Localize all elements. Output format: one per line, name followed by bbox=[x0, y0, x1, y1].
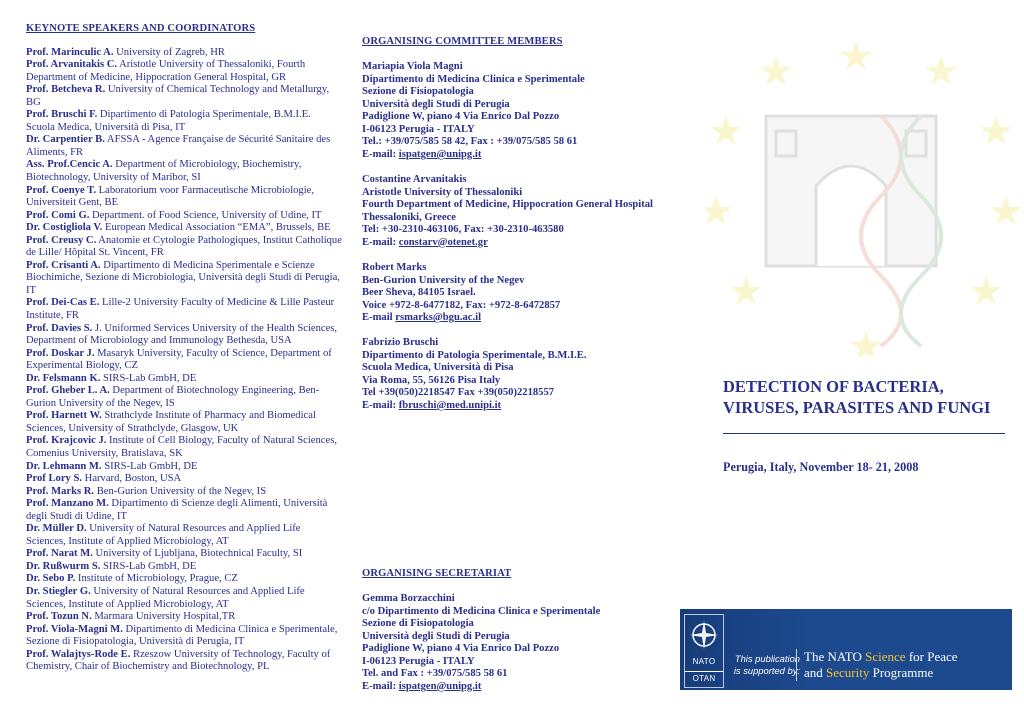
programme-text: for Peace bbox=[905, 649, 958, 664]
programme-text: and bbox=[804, 665, 827, 680]
cover-column bbox=[680, 0, 1024, 724]
speaker-entry bbox=[26, 649, 342, 674]
title-divider bbox=[723, 433, 1005, 434]
contact-line: Università degli Studi di Perugia bbox=[362, 98, 510, 110]
speaker-name: Prof. Arvanitakis C. bbox=[26, 59, 118, 71]
speaker-name: Prof. Betcheva R. bbox=[26, 84, 106, 96]
speaker-affiliation: Lille-2 University Faculty of Medicine & Lille Pasteur Institute, FR bbox=[26, 297, 335, 321]
speaker-affiliation: Dipartimento di Scienze degli Alimenti, Università degli Studi di Udine, IT bbox=[26, 498, 328, 522]
nato-compass-star-icon bbox=[689, 620, 719, 650]
programme-accent-security: Security bbox=[826, 665, 870, 680]
contact-line: Thessaloniki, Greece bbox=[362, 211, 456, 223]
speaker-entry bbox=[26, 47, 342, 60]
contact-line: Scuola Medica, Università di Pisa bbox=[362, 362, 514, 374]
speaker-name: Prof. Krajcovic J. bbox=[26, 435, 107, 447]
speaker-name: Prof. Comi G. bbox=[26, 209, 90, 221]
speaker-affiliation: Marmara University Hospital,TR bbox=[91, 611, 236, 623]
contact-line: Voice +972-8-6477182, Fax: +972-8-6472857 bbox=[362, 299, 561, 311]
email-row bbox=[362, 149, 662, 162]
speaker-name: Prof. Marinculic A. bbox=[26, 46, 114, 58]
email-link[interactable]: ispatgen@unipg.it bbox=[398, 148, 482, 160]
speaker-affiliation: University of Zagreb, HR bbox=[113, 46, 225, 58]
speaker-name: Prof. Viola-Magni M. bbox=[26, 623, 123, 635]
speaker-affiliation: University of Natural Resources and Applied Life Sciences, Institute of Applied Microbiology, AT bbox=[26, 586, 305, 610]
arch-building-graphic bbox=[766, 116, 936, 266]
email-label: E-mail: bbox=[362, 680, 399, 692]
email-row bbox=[362, 681, 662, 694]
email-label: E-mail: bbox=[362, 399, 399, 411]
speaker-entry bbox=[26, 385, 342, 410]
speaker-name: Dr. Carpentier B. bbox=[26, 134, 105, 146]
contact-line: c/o Dipartimento di Medicina Clinica e Sperimentale bbox=[362, 605, 601, 617]
speaker-affiliation: Masaryk University, Faculty of Science, Department of Experimental Biology, CZ bbox=[26, 347, 332, 372]
email-link[interactable]: constarv@otenet.gr bbox=[398, 236, 488, 248]
speaker-entry bbox=[26, 486, 342, 499]
speaker-name: Prof. Dei-Cas E. bbox=[26, 297, 100, 309]
email-link[interactable]: rsmarks@bgu.ac.il bbox=[395, 312, 482, 324]
decorative-background-illustration bbox=[706, 36, 1024, 356]
contact-line: Fabrizio Bruschi bbox=[362, 337, 439, 348]
contact-line: Fourth Department of Medicine, Hippocration General Hospital bbox=[362, 199, 654, 211]
contact-line: Via Roma, 55, 56126 Pisa Italy bbox=[362, 374, 501, 386]
supported-line: This publication bbox=[734, 653, 800, 664]
speaker-entry bbox=[26, 297, 342, 322]
speaker-name: Dr. Rußwurm S. bbox=[26, 560, 101, 572]
speaker-entry bbox=[26, 373, 342, 386]
speaker-entry bbox=[26, 523, 342, 548]
committee-section-title: ORGANISING COMMITTEE MEMBERS bbox=[362, 36, 563, 47]
speaker-entry bbox=[26, 348, 342, 373]
speaker-affiliation: Ben-Gurion University of the Negev, IS bbox=[94, 485, 267, 497]
speaker-entry bbox=[26, 561, 342, 574]
email-label: E-mail bbox=[362, 312, 396, 324]
speaker-entry bbox=[26, 210, 342, 223]
committee-member-marks bbox=[362, 262, 662, 325]
secretariat-section-title: ORGANISING SECRETARIAT bbox=[362, 568, 512, 579]
speaker-affiliation: Dipartimento di Medicina Sperimentale e Scienze Biochimiche, Sezione di Microbiologia, Università degli Studi di Perugia, IT bbox=[26, 259, 340, 296]
speaker-entry bbox=[26, 159, 342, 184]
speaker-affiliation: SIRS-Lab GmbH, DE bbox=[100, 560, 197, 572]
speaker-affiliation: European Medical Association “EMA”, Brussels, BE bbox=[102, 222, 331, 234]
speaker-affiliation: University of Natural Resources and Applied Life Sciences, Institute of Applied Microbiology, AT bbox=[26, 523, 301, 547]
speaker-affiliation: Laboratorium voor Farmaceutische Microbiologie, Universiteit Gent, BE bbox=[26, 184, 315, 209]
speaker-affiliation: Dipartimento di Medicina Clinica e Sperimentale, Sezione di Fisiopatologia, Università di Perugia, IT bbox=[26, 623, 338, 648]
event-title-line: VIRUSES, PARASITES AND FUNGI bbox=[723, 398, 991, 417]
speaker-name: Prof. Gheber L. A. bbox=[26, 385, 110, 397]
speaker-affiliation: University of Chemical Technology and Metallurgy, BG bbox=[26, 84, 330, 108]
email-link[interactable]: fbruschi@med.unipi.it bbox=[398, 399, 502, 411]
speaker-entry bbox=[26, 611, 342, 624]
contact-line: Dipartimento di Patologia Sperimentale, B.M.I.E. bbox=[362, 349, 587, 361]
speaker-name: Dr. Lehmann M. bbox=[26, 460, 102, 472]
speaker-entry bbox=[26, 84, 342, 109]
contact-line: I-06123 Perugia - ITALY bbox=[362, 655, 475, 667]
speaker-entry bbox=[26, 109, 342, 134]
nato-logo bbox=[684, 614, 724, 688]
speaker-name: Ass. Prof.Cencic A. bbox=[26, 159, 113, 171]
nato-label: NATO bbox=[692, 657, 716, 666]
speaker-entry bbox=[26, 498, 342, 523]
speaker-name: Prof. Bruschi F. bbox=[26, 109, 98, 121]
contact-line: Tel.: +39/075/585 58 42, Fax : +39/075/585 58 61 bbox=[362, 136, 578, 148]
programme-text: Programme bbox=[869, 665, 934, 680]
speaker-affiliation: Aristotle University of Thessaloniki, Fourth Department of Medicine, Hippocration General Hospital, GR bbox=[26, 59, 306, 83]
otan-label: OTAN bbox=[685, 671, 723, 683]
programme-name bbox=[804, 649, 1009, 681]
speaker-affiliation: SIRS-Lab GmbH, DE bbox=[101, 460, 198, 472]
contact-line: Tel +39(050)2218547 Fax +39(050)2218557 bbox=[362, 387, 555, 399]
speaker-name: Prof. Manzano M. bbox=[26, 498, 109, 510]
email-label: E-mail: bbox=[362, 148, 399, 160]
contact-line: Robert Marks bbox=[362, 262, 427, 273]
speaker-affiliation: J. Uniformed Services University of the Health Sciences, Department of Microbiology and Immunology Bethesda, USA bbox=[26, 322, 338, 347]
speaker-affiliation: SIRS-Lab GmbH, DE bbox=[100, 372, 197, 384]
committee-member-magni bbox=[362, 61, 662, 161]
speaker-entry bbox=[26, 260, 342, 298]
speaker-entry bbox=[26, 548, 342, 561]
contact-line: I-06123 Perugia - ITALY bbox=[362, 123, 475, 135]
speaker-entry bbox=[26, 59, 342, 84]
speaker-entry bbox=[26, 461, 342, 474]
speaker-affiliation: Strathclyde Institute of Pharmacy and Biomedical Sciences, University of Strathclyde, Glasgow, UK bbox=[26, 410, 316, 434]
speaker-affiliation: Institute of Microbiology, Prague, CZ bbox=[75, 573, 238, 585]
contact-line: Tel: +30-2310-463106, Fax: +30-2310-463580 bbox=[362, 224, 564, 236]
contact-line: Sezione di Fisiopatologia bbox=[362, 86, 474, 98]
banner-divider bbox=[796, 649, 797, 681]
speaker-entry bbox=[26, 185, 342, 210]
contact-line: Aristotle University of Thessaloniki bbox=[362, 186, 523, 198]
contact-line: Gemma Borzacchini bbox=[362, 593, 455, 604]
speaker-name: Prof. Tozun N. bbox=[26, 611, 92, 623]
contact-line: Sezione di Fisiopatologia bbox=[362, 618, 474, 630]
speaker-entry bbox=[26, 134, 342, 159]
speaker-name: Prof. Harnett W. bbox=[26, 410, 102, 422]
speaker-entry bbox=[26, 473, 342, 486]
speaker-name: Dr. Stiegler G. bbox=[26, 586, 91, 598]
event-title-line: DETECTION OF BACTERIA, bbox=[723, 377, 944, 396]
speaker-name: Prof. Davies S. bbox=[26, 322, 93, 334]
email-row bbox=[362, 312, 662, 325]
event-date: Perugia, Italy, November 18- 21, 2008 bbox=[723, 460, 919, 474]
email-link[interactable]: ispatgen@unipg.it bbox=[398, 680, 482, 692]
speaker-affiliation: Department of Biotechnology Engineering, Ben-Gurion University of the Negev, IS bbox=[26, 385, 320, 409]
speaker-name: Prof. Coenye T. bbox=[26, 184, 97, 196]
speaker-affiliation: Institute of Cell Biology, Faculty of Natural Sciences, Comenius University, Bratislava, SK bbox=[26, 435, 337, 459]
speaker-affiliation: Harvard, Boston, USA bbox=[82, 473, 182, 485]
contact-line: Beer Sheva, 84105 Israel. bbox=[362, 287, 476, 299]
speaker-name: Prof. Marks R. bbox=[26, 485, 95, 497]
speaker-name: Prof. Walajtys-Rode E. bbox=[26, 648, 131, 660]
programme-accent-science: Science bbox=[865, 649, 906, 664]
speaker-name: Dr. Costigliola V. bbox=[26, 222, 103, 234]
speaker-name: Prof. Narat M. bbox=[26, 548, 93, 560]
speaker-affiliation: University of Ljubljana, Biotechnical Faculty, SI bbox=[92, 548, 303, 560]
contact-line: Università degli Studi di Perugia bbox=[362, 630, 510, 642]
speaker-affiliation: Rzeszow University of Technology, Faculty of Chemistry, Chair of Biochemistry and Biotechnology, PL bbox=[26, 648, 331, 673]
speaker-entry bbox=[26, 586, 342, 611]
speaker-entry bbox=[26, 410, 342, 435]
speaker-name: Dr. Felsmann K. bbox=[26, 372, 101, 384]
speaker-affiliation: AFSSA - Agence Française de Sécurité Sanitaire des Aliments, FR bbox=[26, 134, 331, 158]
speaker-entry bbox=[26, 222, 342, 235]
speaker-entry bbox=[26, 435, 342, 460]
committee-member-arvanitakis bbox=[362, 174, 662, 249]
speaker-entry bbox=[26, 235, 342, 260]
speaker-entry bbox=[26, 323, 342, 348]
speaker-affiliation: Department of Microbiology, Biochemistry, Biotechnology, University of Maribor, SI bbox=[26, 159, 302, 183]
nato-sps-banner bbox=[680, 609, 1012, 690]
speaker-name: Dr. Sebo P. bbox=[26, 573, 76, 585]
speaker-affiliation: Department. of Food Science, University of Udine, IT bbox=[89, 209, 322, 221]
speaker-affiliation: Anatomie et Cytologie Pathologiques, Institut Catholique de Lille/ Hôpital St. Vincent, FR bbox=[26, 234, 342, 259]
speaker-name: Prof. Doskar J. bbox=[26, 347, 95, 359]
email-row bbox=[362, 237, 662, 250]
supported-line: is supported by: bbox=[733, 665, 800, 676]
supported-by-text bbox=[732, 653, 800, 677]
email-label: E-mail: bbox=[362, 236, 399, 248]
speaker-entry bbox=[26, 624, 342, 649]
speaker-affiliation: Dipartimento di Patologia Sperimentale, B.M.I.E. Scuola Medica, Università di Pisa, IT bbox=[26, 109, 311, 133]
event-title bbox=[723, 376, 1023, 418]
secretariat-contact bbox=[362, 593, 662, 693]
contact-line: Mariapia Viola Magni bbox=[362, 61, 463, 72]
contact-line: Padiglione W, piano 4 Via Enrico Dal Pozzo bbox=[362, 111, 560, 123]
contact-line: Padiglione W, piano 4 Via Enrico Dal Pozzo bbox=[362, 643, 560, 655]
contact-line: Costantine Arvanitakis bbox=[362, 174, 467, 185]
contact-line: Tel. and Fax : +39/075/585 58 61 bbox=[362, 668, 508, 680]
email-row bbox=[362, 400, 662, 413]
speaker-name: Prof. Creusy C. bbox=[26, 234, 97, 246]
contact-line: Dipartimento di Medicina Clinica e Sperimentale bbox=[362, 73, 585, 85]
speaker-name: Prof. Crisanti A. bbox=[26, 259, 101, 271]
speaker-list bbox=[26, 47, 342, 674]
keynote-section-title: KEYNOTE SPEAKERS AND COORDINATORS bbox=[26, 23, 256, 34]
programme-text: The NATO bbox=[804, 649, 866, 664]
speaker-name: Dr. Müller D. bbox=[26, 523, 87, 535]
speaker-entry bbox=[26, 573, 342, 586]
committee-member-bruschi bbox=[362, 337, 662, 412]
contact-line: Ben-Gurion University of the Negev bbox=[362, 274, 525, 286]
speaker-name: Prof Lory S. bbox=[26, 473, 83, 485]
